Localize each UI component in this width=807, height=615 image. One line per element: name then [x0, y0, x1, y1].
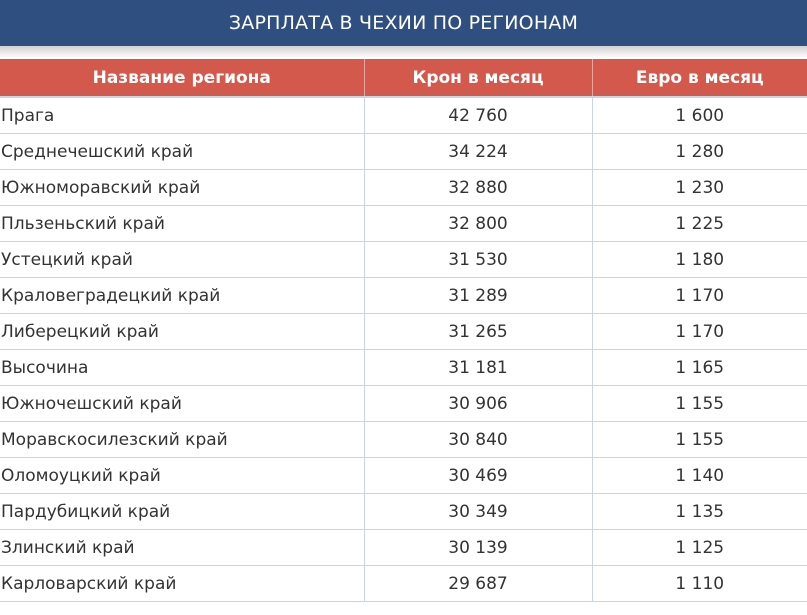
- region-name: Пльзеньский край: [0, 206, 364, 242]
- eur-value: 1 170: [592, 314, 807, 350]
- table-row: [0, 278, 807, 314]
- region-name: Прага: [0, 97, 364, 134]
- banner-shadow: [0, 46, 807, 58]
- region-name: Пардубицкий край: [0, 494, 364, 530]
- czk-value: 31 289: [364, 278, 592, 314]
- table-row: [0, 242, 807, 278]
- table-header: [0, 59, 807, 97]
- region-name: Краловеградецкий край: [0, 278, 364, 314]
- eur-value: 1 155: [592, 422, 807, 458]
- czk-value: 29 687: [364, 566, 592, 602]
- region-name: Оломоуцкий край: [0, 458, 364, 494]
- region-name: Южночешский край: [0, 386, 364, 422]
- table-row: [0, 458, 807, 494]
- salary-table: [0, 59, 807, 602]
- table-row: [0, 97, 807, 134]
- czk-value: 30 349: [364, 494, 592, 530]
- eur-value: 1 225: [592, 206, 807, 242]
- table-row: [0, 530, 807, 566]
- eur-value: 1 165: [592, 350, 807, 386]
- czk-value: 34 224: [364, 134, 592, 170]
- eur-value: 1 230: [592, 170, 807, 206]
- region-name: Среднечешский край: [0, 134, 364, 170]
- czk-value: 30 906: [364, 386, 592, 422]
- eur-value: 1 135: [592, 494, 807, 530]
- table-row: [0, 494, 807, 530]
- eur-value: 1 180: [592, 242, 807, 278]
- table-row: [0, 566, 807, 602]
- czk-value: 32 800: [364, 206, 592, 242]
- column-header-region: Название региона: [0, 59, 364, 97]
- region-name: Либерецкий край: [0, 314, 364, 350]
- eur-value: 1 110: [592, 566, 807, 602]
- region-name: Высочина: [0, 350, 364, 386]
- czk-value: 31 265: [364, 314, 592, 350]
- czk-value: 31 530: [364, 242, 592, 278]
- table-row: [0, 314, 807, 350]
- eur-value: 1 155: [592, 386, 807, 422]
- czk-value: 30 840: [364, 422, 592, 458]
- page-title: ЗАРПЛАТА В ЧЕХИИ ПО РЕГИОНАМ: [228, 12, 579, 34]
- eur-value: 1 280: [592, 134, 807, 170]
- czk-value: 42 760: [364, 97, 592, 134]
- eur-value: 1 170: [592, 278, 807, 314]
- table-row: [0, 350, 807, 386]
- czk-value: 31 181: [364, 350, 592, 386]
- eur-value: 1 140: [592, 458, 807, 494]
- region-name: Карловарский край: [0, 566, 364, 602]
- table-row: [0, 386, 807, 422]
- region-name: Злинский край: [0, 530, 364, 566]
- column-header-eur: Евро в месяц: [592, 59, 807, 97]
- page-title-banner: [0, 0, 807, 46]
- table-row: [0, 422, 807, 458]
- czk-value: 32 880: [364, 170, 592, 206]
- czk-value: 30 469: [364, 458, 592, 494]
- region-name: Южноморавский край: [0, 170, 364, 206]
- czk-value: 30 139: [364, 530, 592, 566]
- eur-value: 1 600: [592, 97, 807, 134]
- eur-value: 1 125: [592, 530, 807, 566]
- region-name: Моравскосилезский край: [0, 422, 364, 458]
- column-header-czk: Крон в месяц: [364, 59, 592, 97]
- table-row: [0, 170, 807, 206]
- table-header-row: [0, 59, 807, 97]
- region-name: Устецкий край: [0, 242, 364, 278]
- table-body: [0, 97, 807, 602]
- table-row: [0, 206, 807, 242]
- table-row: [0, 134, 807, 170]
